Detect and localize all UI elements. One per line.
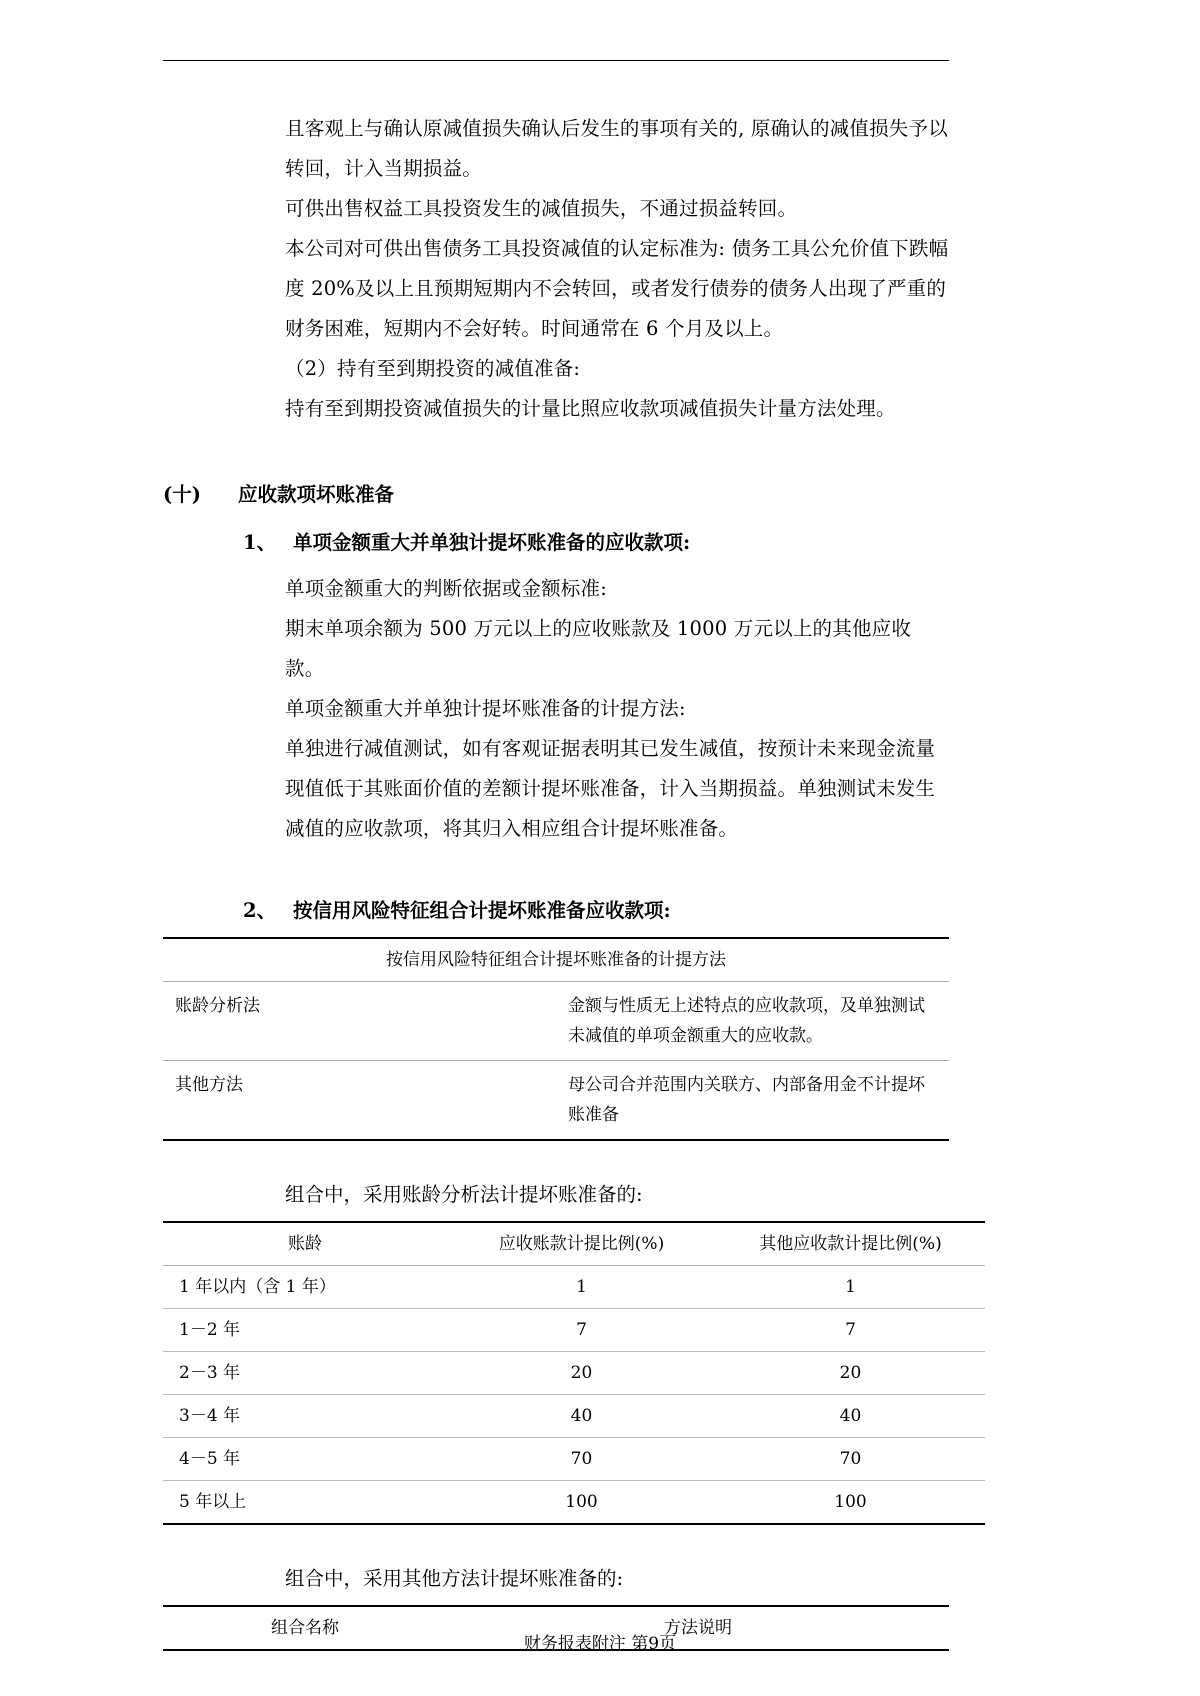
ages-table-header-row	[163, 1222, 985, 1266]
paragraph-3: 本公司对可供出售债务工具投资减值的认定标准为: 债务工具公允价值下跌幅度 20%及以上且预期短期内不会转回，或者发行债券的债务人出现了严重的财务困难，短期内不会好转。时间通常在 6 个月及以上。	[285, 237, 949, 340]
table-row	[163, 1352, 985, 1395]
ages-row-4-age: 4－5 年	[163, 1438, 447, 1481]
methods-row-1-name: 账龄分析法	[163, 982, 556, 1061]
ages-row-3-v2: 40	[716, 1395, 985, 1438]
ages-row-0-v2: 1	[716, 1266, 985, 1309]
other-header-method-desc: 方法说明	[447, 1606, 949, 1650]
ages-row-4-v2: 70	[716, 1438, 985, 1481]
ages-row-2-v1: 20	[447, 1352, 716, 1395]
ages-row-5-age: 5 年以上	[163, 1481, 447, 1525]
table-row	[163, 1309, 985, 1352]
ages-row-3-age: 3－4 年	[163, 1395, 447, 1438]
paragraph-2: 可供出售权益工具投资发生的减值损失，不通过损益转回。	[285, 197, 798, 220]
subsection-2-number: 2、	[243, 899, 277, 922]
ages-row-0-age: 1 年以内（含 1 年）	[163, 1266, 447, 1309]
methods-row-1-desc: 金额与性质无上述特点的应收款项，及单独测试未减值的单项金额重大的应收款。	[556, 982, 949, 1061]
table-row	[163, 1481, 985, 1525]
ages-row-3-v1: 40	[447, 1395, 716, 1438]
ages-row-1-v1: 7	[447, 1309, 716, 1352]
paragraph-4: （2）持有至到期投资的减值准备:	[285, 357, 581, 380]
ages-table-caption: 组合中，采用账龄分析法计提坏账准备的:	[285, 1183, 643, 1206]
spacer	[163, 1141, 949, 1175]
ages-row-0-v1: 1	[447, 1266, 716, 1309]
other-table-caption: 组合中，采用其他方法计提坏账准备的:	[285, 1567, 624, 1590]
page-footer: 财务报表附注 第9页	[523, 1634, 677, 1654]
other-header-group-name: 组合名称	[163, 1606, 447, 1650]
subsection-1-number: 1、	[243, 531, 277, 554]
subsection-2-title: 按信用风险特征组合计提坏账准备应收款项:	[293, 899, 671, 922]
ages-row-1-age: 1－2 年	[163, 1309, 447, 1352]
ages-header-other-receivables: 其他应收款计提比例(%)	[716, 1222, 985, 1266]
sub1-line-2: 期末单项余额为 500 万元以上的应收账款及 1000 万元以上的其他应收款。	[285, 617, 912, 680]
section-title: 应收款项坏账准备	[238, 483, 395, 506]
subsection-1-body	[163, 569, 949, 849]
table-row	[163, 982, 949, 1061]
page-content	[163, 60, 949, 1651]
subsection-1-title: 单项金额重大并单独计提坏账准备的应收款项:	[293, 531, 691, 554]
subsection-1-heading	[243, 523, 949, 563]
ages-row-2-v2: 20	[716, 1352, 985, 1395]
sub1-line-1: 单项金额重大的判断依据或金额标准:	[285, 577, 607, 600]
ages-table	[163, 1221, 985, 1525]
table-row	[163, 1438, 985, 1481]
ages-row-4-v1: 70	[447, 1438, 716, 1481]
ages-header-receivables: 应收账款计提比例(%)	[447, 1222, 716, 1266]
paragraph-1: 且客观上与确认原减值损失确认后发生的事项有关的, 原确认的减值损失予以转回，计入当期损益。	[285, 117, 948, 180]
header-rule	[163, 60, 949, 61]
ages-row-5-v1: 100	[447, 1481, 716, 1525]
table-row	[163, 1266, 985, 1309]
methods-row-2-name: 其他方法	[163, 1061, 556, 1141]
methods-table-header: 按信用风险特征组合计提坏账准备的计提方法	[163, 938, 949, 982]
ages-row-2-age: 2－3 年	[163, 1352, 447, 1395]
table-row	[163, 1061, 949, 1141]
sub1-line-3: 单项金额重大并单独计提坏账准备的计提方法:	[285, 697, 686, 720]
methods-table-header-row	[163, 938, 949, 982]
methods-table	[163, 937, 949, 1141]
section-number: (十)	[163, 483, 201, 506]
section-heading	[163, 475, 949, 515]
ages-row-1-v2: 7	[716, 1309, 985, 1352]
spacer	[163, 1525, 949, 1559]
paragraph-5: 持有至到期投资减值损失的计量比照应收款项减值损失计量方法处理。	[285, 397, 896, 420]
subsection-2-heading	[243, 891, 949, 931]
table-row	[163, 1395, 985, 1438]
ages-header-age: 账龄	[163, 1222, 447, 1266]
methods-row-2-desc: 母公司合并范围内关联方、内部备用金不计提坏账准备	[556, 1061, 949, 1141]
sub1-line-4: 单独进行减值测试，如有客观证据表明其已发生减值，按预计未来现金流量现值低于其账面价值的差额计提坏账准备，计入当期损益。单独测试未发生减值的应收款项，将其归入相应组合计提坏账准备。	[285, 737, 936, 840]
ages-row-5-v2: 100	[716, 1481, 985, 1525]
